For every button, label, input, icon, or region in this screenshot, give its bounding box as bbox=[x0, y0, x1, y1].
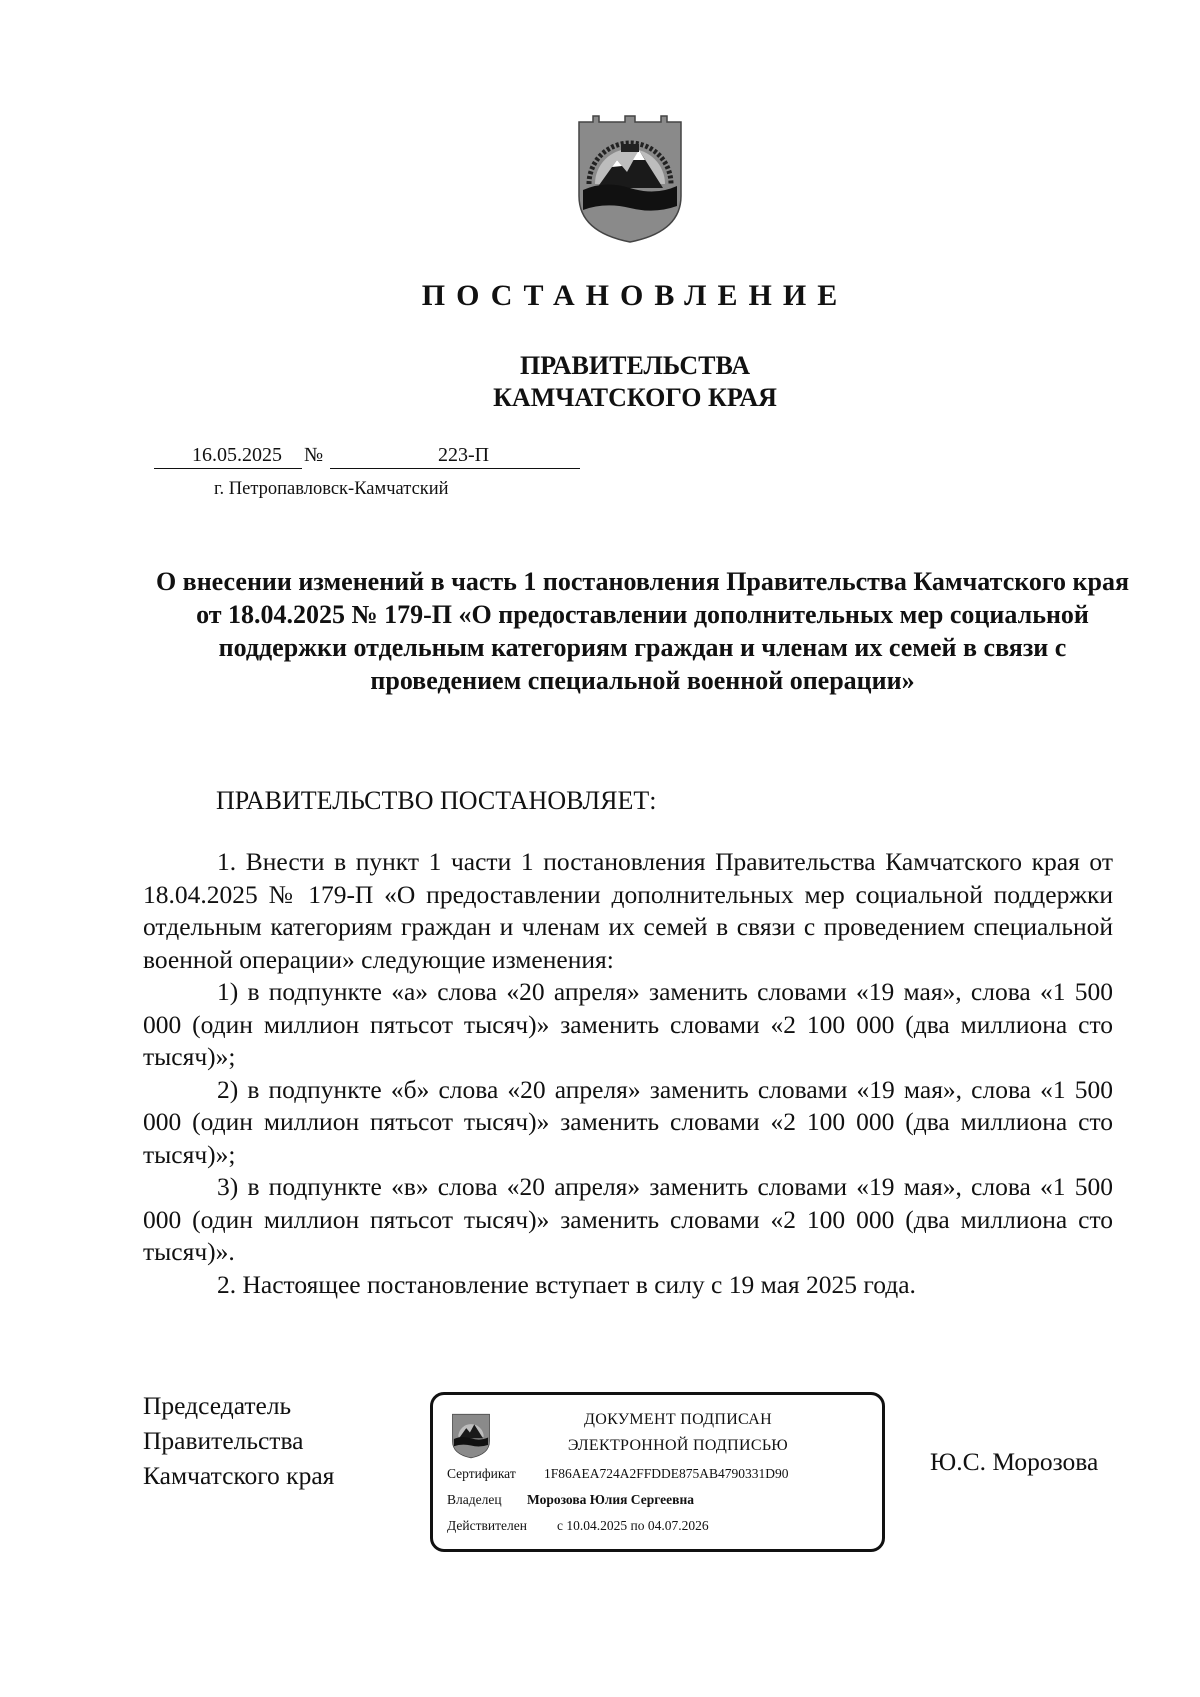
electronic-signature-stamp bbox=[430, 1392, 885, 1552]
issuer-line-2: КАМЧАТСКОГО КРАЯ bbox=[493, 383, 777, 412]
certificate-value: 1F86AEA724A2FFDDE875AB4790331D90 bbox=[544, 1466, 789, 1481]
date-number-line bbox=[154, 444, 580, 466]
document-date: 16.05.2025 bbox=[192, 444, 282, 466]
number-sign: № bbox=[304, 444, 324, 466]
paragraph-1-sub-b: 2) в подпункте «б» слова «20 апреля» заменить словами «19 мая», слова «1 500 000 (один миллион пятьсот тысяч)» заменить словами «2 100 000 (два миллиона сто тысяч)»; bbox=[143, 1074, 1113, 1169]
stamp-emblem-icon bbox=[451, 1409, 491, 1461]
paragraph-1-sub-v: 3) в подпункте «в» слова «20 апреля» заменить словами «19 мая», слова «1 500 000 (один миллион пятьсот тысяч)» заменить словами «2 100 000 (два миллиона сто тысяч)». bbox=[143, 1172, 1113, 1266]
stamp-title-line-1: ДОКУМЕНТ ПОДПИСАН bbox=[584, 1411, 772, 1428]
stamp-certificate-row bbox=[447, 1466, 789, 1482]
stamp-owner-row bbox=[447, 1492, 694, 1508]
coat-of-arms-emblem bbox=[575, 114, 685, 244]
stamp-validity-row bbox=[447, 1518, 709, 1534]
document-type-title: ПОСТАНОВЛЕНИЕ bbox=[421, 279, 849, 312]
signer-position-line-2: Правительства bbox=[143, 1426, 304, 1455]
preamble: ПРАВИТЕЛЬСТВО ПОСТАНОВЛЯЕТ: bbox=[216, 786, 657, 815]
paragraph-1-sub-a: 1) в подпункте «а» слова «20 апреля» заменить словами «19 мая», слова «1 500 000 (один миллион пятьсот тысяч)» заменить словами «2 100 000 (два миллиона сто тысяч)»; bbox=[143, 977, 1113, 1071]
document-body bbox=[143, 846, 1113, 1301]
validity-label: Действителен bbox=[447, 1518, 527, 1533]
signer-position bbox=[143, 1388, 334, 1493]
issuer-line-1: ПРАВИТЕЛЬСТВА bbox=[520, 351, 750, 380]
stamp-title-line-2: ЭЛЕКТРОННОЙ ПОДПИСЬЮ bbox=[567, 1437, 789, 1454]
signer-position-line-3: Камчатского края bbox=[143, 1461, 335, 1490]
signer-position-line-1: Председатель bbox=[143, 1391, 292, 1420]
place-of-issue: г. Петропавловск-Камчатский bbox=[214, 479, 449, 499]
stamp-title bbox=[493, 1407, 863, 1459]
owner-value: Морозова Юлия Сергеевна bbox=[527, 1492, 694, 1507]
document-subject: О внесении изменений в часть 1 постановления Правительства Камчатского края от 18.04.2025 № 179-П «О предоставлении дополнительных мер социальной поддержки отдельным категориям граждан и членам их семей в связи с проведением специальной военной операции» bbox=[155, 567, 1130, 695]
issuer-name bbox=[0, 350, 1200, 414]
certificate-label: Сертификат bbox=[447, 1466, 516, 1481]
signer-name: Ю.С. Морозова bbox=[930, 1447, 1099, 1476]
document-number: 223-П bbox=[438, 444, 490, 466]
owner-label: Владелец bbox=[447, 1492, 502, 1507]
paragraph-2: 2. Настоящее постановление вступает в силу с 19 мая 2025 года. bbox=[217, 1269, 916, 1299]
paragraph-1: 1. Внести в пункт 1 части 1 постановления Правительства Камчатского края от 18.04.2025 № 179-П «О предоставлении дополнительных мер социальной поддержки отдельным категориям граждан и членам их семей в связи с проведением специальной военной операции» следующие изменения: bbox=[143, 847, 1113, 974]
validity-value: с 10.04.2025 по 04.07.2026 bbox=[557, 1518, 709, 1533]
